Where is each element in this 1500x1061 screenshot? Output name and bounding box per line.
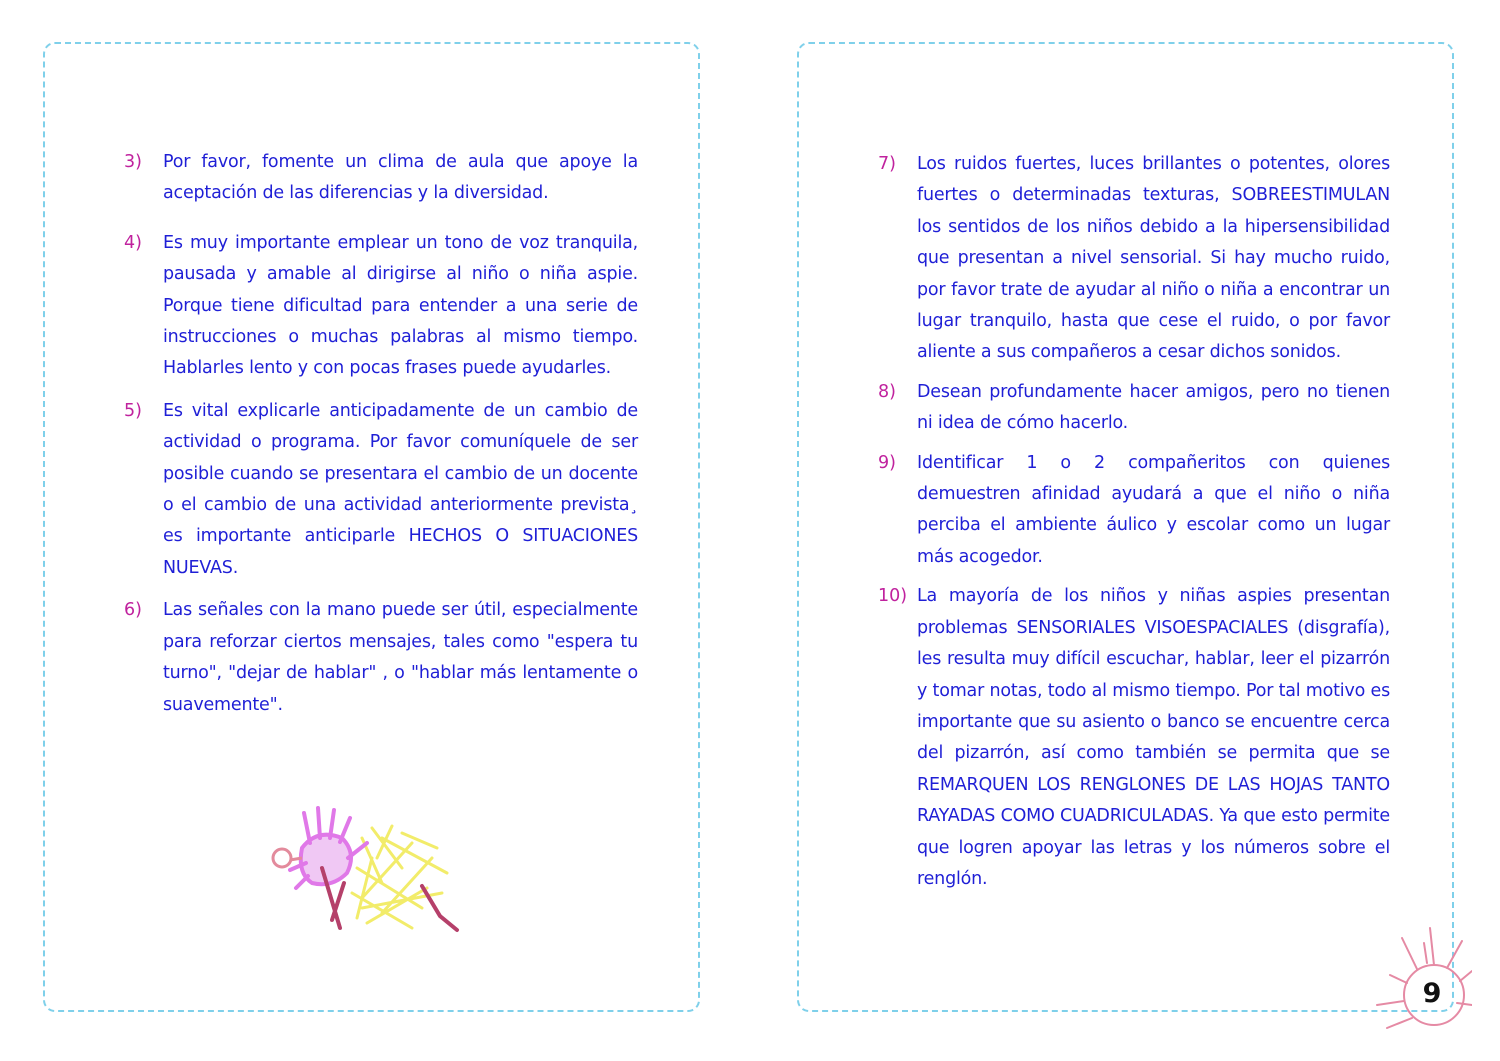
item-text: Identificar 1 o 2 compañeritos con quienes demuestren afinidad ayudará a que el niño o niña perciba el ambiente áulico y escolar como un lugar más acogedor. (917, 452, 1390, 567)
item-number: 6) (124, 600, 142, 621)
item-number: 3) (124, 152, 142, 172)
item-text: Es vital explicarle anticipadamente de un cambio de actividad o programa. Por favor comuníquele de ser posible cuando se presentara el cambio de un docente o el cambio de una actividad anteriormente prevista¸ es importante anticiparle HECHOS O SITUACIONES NUEVAS. (163, 400, 638, 578)
item-text: Por favor, fomente un clima de aula que apoye la aceptación de las diferencias y la diversidad. (163, 152, 638, 204)
item-number: 4) (124, 232, 142, 253)
list-item (878, 149, 1390, 369)
item-number: 10) (878, 586, 908, 607)
item-number: 5) (124, 400, 142, 421)
list-item (878, 581, 1390, 895)
list-item (878, 377, 1390, 440)
left-page-list (124, 147, 638, 732)
item-text: Los ruidos fuertes, luces brillantes o potentes, olores fuertes o determinadas texturas, SOBREESTIMULAN los sentidos de los niños debido a la hipersensibilidad que presentan a nivel sensorial. Si hay mucho ruido, por favor trate de ayudar al niño o niña a encontrar un lugar tranquilo, hasta que cese el ruido, o por favor aliente a sus compañeros a cesar dichos sonidos. (917, 154, 1390, 363)
list-item (124, 396, 638, 584)
item-text: Desean profundamente hacer amigos, pero no tienen ni idea de cómo hacerlo. (917, 381, 1390, 434)
right-page-list (878, 149, 1390, 903)
list-item (124, 147, 638, 210)
item-number: 7) (878, 154, 896, 174)
page-number: 9 (1422, 978, 1442, 1009)
item-number: 8) (878, 381, 896, 402)
item-number: 9) (878, 452, 896, 473)
child-drawing-sheep-icon (262, 798, 462, 938)
list-item (124, 228, 638, 385)
item-text: La mayoría de los niños y niñas aspies presentan problemas SENSORIALES VISOESPACIALES (disgrafía), les resulta muy difícil escuchar, hablar, leer el pizarrón y tomar notas, todo al mismo tiempo. Por tal motivo es importante que su asiento o banco se encuentre cerca del pizarrón, así como también se permita que se REMARQUEN LOS RENGLONES DE LAS HOJAS TANTO RAYADAS COMO CUADRICULADAS. Ya que esto permite que logren apoyar las letras y los números sobre el renglón. (917, 586, 1390, 889)
item-text: Es muy importante emplear un tono de voz tranquila, pausada y amable al dirigirse al niño o niña aspie. Porque tiene dificultad para entender a una serie de instrucciones o muchas palabras al mismo tiempo. Hablarles lento y con pocas frases puede ayudarles. (163, 232, 638, 379)
list-item (878, 448, 1390, 574)
item-text: Las señales con la mano puede ser útil, especialmente para reforzar ciertos mensajes, tales como "espera tu turno", "dejar de hablar" , o "hablar más lentamente o suavemente". (163, 600, 638, 715)
list-item (124, 595, 638, 721)
